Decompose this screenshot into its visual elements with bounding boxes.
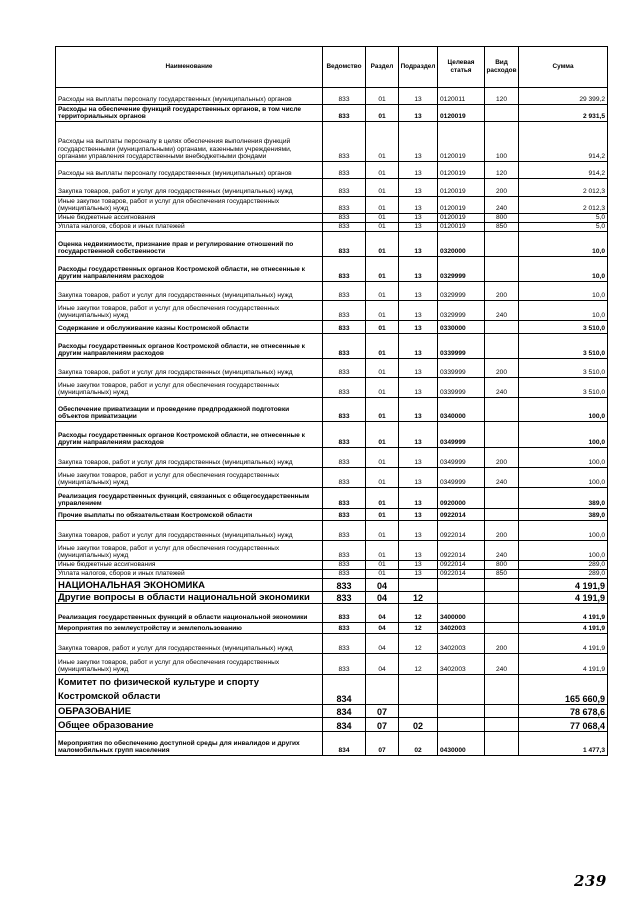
cell-sub: 13 [399,509,438,521]
cell-sec: 04 [366,623,399,634]
header-subsection: Подраздел [399,47,438,88]
cell-art: 3402003 [438,623,485,634]
cell-sec: 01 [366,570,399,579]
cell-dept: 833 [323,378,366,398]
cell-art: 0339999 [438,378,485,398]
cell-dept: 834 [323,718,366,732]
table-row [56,398,608,422]
cell-name: Реализация государственных функций, связанных с общегосударственным управлением [56,488,323,509]
table-row [56,541,608,561]
cell-dept: 834 [323,732,366,756]
cell-art [438,718,485,732]
cell-art: 0339999 [438,334,485,359]
cell-art: 3402003 [438,634,485,654]
cell-name: Прочие выплаты по обязательствам Костромской области [56,509,323,521]
cell-sum: 29 399,2 [519,88,608,105]
cell-kind [485,705,519,718]
cell-sub: 13 [399,122,438,162]
cell-sum: 100,0 [519,521,608,541]
cell-sum: 4 191,9 [519,634,608,654]
cell-dept: 833 [323,282,366,301]
cell-sec: 01 [366,282,399,301]
cell-sum: 5,0 [519,223,608,232]
cell-name: Закупка товаров, работ и услуг для государственных (муниципальных) нужд [56,359,323,378]
cell-dept: 833 [323,592,366,604]
table-row [56,301,608,321]
table-row [56,718,608,732]
cell-art [438,579,485,592]
cell-art: 0329999 [438,301,485,321]
cell-sec: 01 [366,488,399,509]
cell-kind: 240 [485,654,519,675]
cell-sum: 3 510,0 [519,359,608,378]
cell-name: Мероприятия по землеустройству и землепользованию [56,623,323,634]
cell-dept: 833 [323,579,366,592]
cell-kind: 240 [485,197,519,214]
cell-name: Иные бюджетные ассигнования [56,214,323,223]
cell-sec: 01 [366,223,399,232]
cell-sub: 13 [399,570,438,579]
cell-sum: 4 191,9 [519,654,608,675]
cell-kind: 200 [485,448,519,468]
cell-dept: 833 [323,570,366,579]
table-row [56,105,608,122]
cell-art [438,675,485,705]
cell-sum: 389,0 [519,509,608,521]
cell-sub: 13 [399,257,438,282]
cell-sec: 07 [366,718,399,732]
cell-sub: 13 [399,378,438,398]
cell-art: 0320000 [438,232,485,257]
cell-kind [485,334,519,359]
cell-art: 3400000 [438,604,485,623]
cell-sec: 01 [366,468,399,488]
cell-sec: 01 [366,359,399,378]
cell-art: 0922014 [438,541,485,561]
cell-sub: 12 [399,604,438,623]
cell-sub: 13 [399,214,438,223]
cell-name: Расходы государственных органов Костромской области, не отнесенные к другим направлениям расходов [56,334,323,359]
cell-sum: 389,0 [519,488,608,509]
cell-art: 0340000 [438,398,485,422]
cell-kind [485,579,519,592]
cell-sub: 12 [399,592,438,604]
cell-sum: 4 191,9 [519,623,608,634]
cell-kind [485,257,519,282]
cell-kind: 240 [485,468,519,488]
cell-dept: 833 [323,448,366,468]
cell-sub: 13 [399,488,438,509]
table-row [56,232,608,257]
cell-name: Закупка товаров, работ и услуг для государственных (муниципальных) нужд [56,521,323,541]
cell-art: 0922014 [438,509,485,521]
budget-table [55,46,608,756]
table-row [56,122,608,162]
table-row [56,334,608,359]
cell-sub: 13 [399,468,438,488]
table-row [56,162,608,179]
header-name: Наименование [56,47,323,88]
table-row [56,579,608,592]
cell-sec: 01 [366,105,399,122]
cell-name: Иные закупки товаров, работ и услуг для обеспечения государственных (муниципальных) нужд [56,197,323,214]
cell-sum: 100,0 [519,541,608,561]
cell-sub: 13 [399,301,438,321]
cell-sec: 01 [366,422,399,448]
cell-name: НАЦИОНАЛЬНАЯ ЭКОНОМИКА [56,579,323,592]
cell-name: Реализация государственных функций в области национальной экономики [56,604,323,623]
cell-dept: 833 [323,122,366,162]
cell-sec: 01 [366,301,399,321]
budget-sheet [55,46,607,756]
cell-sum: 10,0 [519,257,608,282]
cell-dept: 833 [323,604,366,623]
cell-art: 0349999 [438,468,485,488]
table-row [56,257,608,282]
cell-name: Комитет по физической культуре и спорту Костромской области [56,675,323,705]
cell-dept: 833 [323,634,366,654]
cell-sub: 13 [399,321,438,334]
cell-sec: 04 [366,579,399,592]
cell-sub: 13 [399,521,438,541]
cell-sec: 01 [366,162,399,179]
cell-art: 0329999 [438,282,485,301]
header-article: Целевая статья [438,47,485,88]
cell-sum: 4 191,9 [519,604,608,623]
cell-sum: 77 068,4 [519,718,608,732]
cell-sec: 01 [366,197,399,214]
header-dept: Ведомство [323,47,366,88]
cell-sub: 12 [399,654,438,675]
cell-name: Иные закупки товаров, работ и услуг для обеспечения государственных (муниципальных) нужд [56,654,323,675]
cell-kind [485,732,519,756]
cell-name: Иные закупки товаров, работ и услуг для обеспечения государственных (муниципальных) нужд [56,468,323,488]
cell-kind [485,509,519,521]
cell-sub: 13 [399,561,438,570]
cell-sec: 01 [366,398,399,422]
cell-kind: 800 [485,561,519,570]
cell-sec: 01 [366,334,399,359]
cell-sub: 13 [399,334,438,359]
cell-sum: 289,0 [519,561,608,570]
cell-sec: 01 [366,214,399,223]
cell-art: 0330000 [438,321,485,334]
cell-kind: 850 [485,570,519,579]
cell-name: Расходы на обеспечение функций государственных органов, в том числе территориальных органов [56,105,323,122]
cell-dept: 833 [323,162,366,179]
cell-sec: 01 [366,232,399,257]
cell-sub: 13 [399,179,438,197]
table-row [56,378,608,398]
cell-art: 0120019 [438,122,485,162]
cell-art: 0120019 [438,223,485,232]
cell-kind: 240 [485,301,519,321]
cell-art: 0922014 [438,570,485,579]
cell-kind: 800 [485,214,519,223]
cell-name: Мероприятия по обеспечению доступной среды для инвалидов и других маломобильных групп населения [56,732,323,756]
cell-sub: 12 [399,634,438,654]
cell-sub [399,705,438,718]
cell-dept: 833 [323,197,366,214]
cell-kind [485,488,519,509]
cell-sec: 01 [366,88,399,105]
cell-sec: 07 [366,732,399,756]
table-row [56,214,608,223]
cell-dept: 834 [323,705,366,718]
table-row [56,570,608,579]
cell-sub: 13 [399,88,438,105]
cell-kind [485,398,519,422]
cell-sum: 100,0 [519,468,608,488]
cell-sec [366,675,399,705]
cell-sub: 02 [399,718,438,732]
cell-name: Расходы на выплаты персоналу в целях обеспечения выполнения функций государственными (муниципальными) органами, казенными учреждениями, органами управления государственными внебюджетными фондами [56,122,323,162]
cell-sec: 01 [366,521,399,541]
header-row [56,47,608,88]
cell-name: Расходы государственных органов Костромской области, не отнесенные к другим направлениям расходов [56,257,323,282]
cell-kind: 240 [485,541,519,561]
cell-name: Содержание и обслуживание казны Костромской области [56,321,323,334]
cell-dept: 833 [323,521,366,541]
cell-sub: 13 [399,197,438,214]
cell-art: 0349999 [438,422,485,448]
cell-sec: 01 [366,561,399,570]
table-row [56,488,608,509]
cell-dept: 833 [323,488,366,509]
table-row [56,705,608,718]
table-row [56,509,608,521]
cell-dept: 833 [323,321,366,334]
cell-sec: 01 [366,378,399,398]
cell-sum: 4 191,9 [519,579,608,592]
cell-sum: 3 510,0 [519,334,608,359]
cell-sum: 2 012,3 [519,179,608,197]
cell-sec: 04 [366,604,399,623]
cell-dept: 833 [323,232,366,257]
cell-name: Уплата налогов, сборов и иных платежей [56,570,323,579]
cell-sub: 12 [399,623,438,634]
cell-sub: 13 [399,359,438,378]
cell-kind: 120 [485,162,519,179]
cell-name: Закупка товаров, работ и услуг для государственных (муниципальных) нужд [56,282,323,301]
cell-sub: 13 [399,162,438,179]
cell-dept: 833 [323,561,366,570]
cell-name: Оценка недвижимости, признание прав и регулирование отношений по государственной собственности [56,232,323,257]
cell-sum: 10,0 [519,282,608,301]
table-row [56,468,608,488]
cell-kind [485,675,519,705]
cell-sub: 02 [399,732,438,756]
cell-dept: 833 [323,541,366,561]
cell-art: 0120019 [438,105,485,122]
cell-kind [485,105,519,122]
cell-art [438,705,485,718]
cell-sub: 13 [399,282,438,301]
cell-name: Уплата налогов, сборов и иных платежей [56,223,323,232]
cell-dept: 833 [323,398,366,422]
cell-sub: 13 [399,398,438,422]
cell-dept: 834 [323,675,366,705]
cell-kind: 200 [485,634,519,654]
cell-sum: 100,0 [519,422,608,448]
cell-dept: 833 [323,468,366,488]
cell-sum: 5,0 [519,214,608,223]
cell-sec: 07 [366,705,399,718]
table-row [56,732,608,756]
cell-name: Закупка товаров, работ и услуг для государственных (муниципальных) нужд [56,179,323,197]
cell-kind: 200 [485,282,519,301]
cell-name: Общее образование [56,718,323,732]
table-row [56,179,608,197]
cell-kind [485,422,519,448]
cell-sub: 13 [399,105,438,122]
cell-dept: 833 [323,179,366,197]
cell-sum: 4 191,9 [519,592,608,604]
cell-sum: 2 012,3 [519,197,608,214]
header-sum: Сумма [519,47,608,88]
cell-art: 0120019 [438,162,485,179]
cell-art: 0349999 [438,448,485,468]
cell-kind [485,718,519,732]
cell-sum: 165 660,9 [519,675,608,705]
cell-name: Другие вопросы в области национальной экономики [56,592,323,604]
cell-sec: 04 [366,634,399,654]
cell-art: 0339999 [438,359,485,378]
cell-sec: 04 [366,592,399,604]
cell-dept: 833 [323,301,366,321]
cell-kind: 120 [485,88,519,105]
cell-sec: 01 [366,509,399,521]
cell-dept: 833 [323,509,366,521]
cell-kind: 200 [485,521,519,541]
cell-art: 0920000 [438,488,485,509]
cell-name: Расходы на выплаты персоналу государственных (муниципальных) органов [56,162,323,179]
cell-name: Обеспечение приватизации и проведение предпродажной подготовки объектов приватизации [56,398,323,422]
header-section: Раздел [366,47,399,88]
cell-sum: 2 931,5 [519,105,608,122]
table-row [56,634,608,654]
cell-kind: 200 [485,359,519,378]
cell-sum: 914,2 [519,162,608,179]
page-number: 239 [574,872,607,890]
cell-art [438,592,485,604]
cell-art: 0329999 [438,257,485,282]
cell-kind: 240 [485,378,519,398]
cell-kind: 850 [485,223,519,232]
table-row [56,88,608,105]
cell-kind [485,604,519,623]
cell-sum: 10,0 [519,301,608,321]
cell-art: 0120019 [438,214,485,223]
cell-dept: 833 [323,334,366,359]
cell-art: 0922014 [438,521,485,541]
cell-dept: 833 [323,654,366,675]
cell-sum: 1 477,3 [519,732,608,756]
cell-sub: 13 [399,223,438,232]
table-row [56,675,608,705]
cell-sub: 13 [399,541,438,561]
cell-sum: 3 510,0 [519,378,608,398]
cell-name: Иные закупки товаров, работ и услуг для обеспечения государственных (муниципальных) нужд [56,541,323,561]
cell-art: 0120019 [438,197,485,214]
cell-dept: 833 [323,623,366,634]
cell-sec: 04 [366,654,399,675]
table-row [56,422,608,448]
table-row [56,623,608,634]
cell-sec: 01 [366,541,399,561]
cell-name: ОБРАЗОВАНИЕ [56,705,323,718]
cell-kind [485,623,519,634]
cell-sum: 3 510,0 [519,321,608,334]
cell-name: Расходы государственных органов Костромской области, не отнесенные к другим направлениям расходов [56,422,323,448]
table-row [56,282,608,301]
cell-art: 0120019 [438,179,485,197]
table-row [56,654,608,675]
cell-sub: 13 [399,422,438,448]
table-row [56,197,608,214]
table-row [56,592,608,604]
cell-sub [399,579,438,592]
cell-sum: 100,0 [519,448,608,468]
cell-art: 3402003 [438,654,485,675]
cell-sec: 01 [366,448,399,468]
table-row [56,521,608,541]
cell-sum: 289,0 [519,570,608,579]
cell-sub: 13 [399,232,438,257]
cell-art: 0922014 [438,561,485,570]
cell-sub [399,675,438,705]
cell-name: Закупка товаров, работ и услуг для государственных (муниципальных) нужд [56,634,323,654]
cell-dept: 833 [323,422,366,448]
cell-sum: 10,0 [519,232,608,257]
cell-name: Иные закупки товаров, работ и услуг для обеспечения государственных (муниципальных) нужд [56,378,323,398]
cell-sum: 100,0 [519,398,608,422]
table-row [56,561,608,570]
cell-dept: 833 [323,88,366,105]
table-row [56,604,608,623]
table-row [56,448,608,468]
cell-name: Расходы на выплаты персоналу государственных (муниципальных) органов [56,88,323,105]
cell-dept: 833 [323,105,366,122]
cell-art: 0120011 [438,88,485,105]
cell-kind: 200 [485,179,519,197]
cell-sub: 13 [399,448,438,468]
cell-name: Закупка товаров, работ и услуг для государственных (муниципальных) нужд [56,448,323,468]
cell-kind [485,321,519,334]
cell-art: 0430000 [438,732,485,756]
cell-sec: 01 [366,321,399,334]
table-row [56,321,608,334]
cell-dept: 833 [323,257,366,282]
cell-sum: 914,2 [519,122,608,162]
cell-sec: 01 [366,122,399,162]
cell-dept: 833 [323,359,366,378]
cell-kind [485,232,519,257]
cell-kind: 100 [485,122,519,162]
cell-kind [485,592,519,604]
header-kind: Вид расходов [485,47,519,88]
cell-name: Иные закупки товаров, работ и услуг для обеспечения государственных (муниципальных) нужд [56,301,323,321]
table-row [56,223,608,232]
table-row [56,359,608,378]
cell-sec: 01 [366,179,399,197]
cell-sum: 78 678,6 [519,705,608,718]
cell-dept: 833 [323,223,366,232]
cell-name: Иные бюджетные ассигнования [56,561,323,570]
cell-dept: 833 [323,214,366,223]
cell-sec: 01 [366,257,399,282]
